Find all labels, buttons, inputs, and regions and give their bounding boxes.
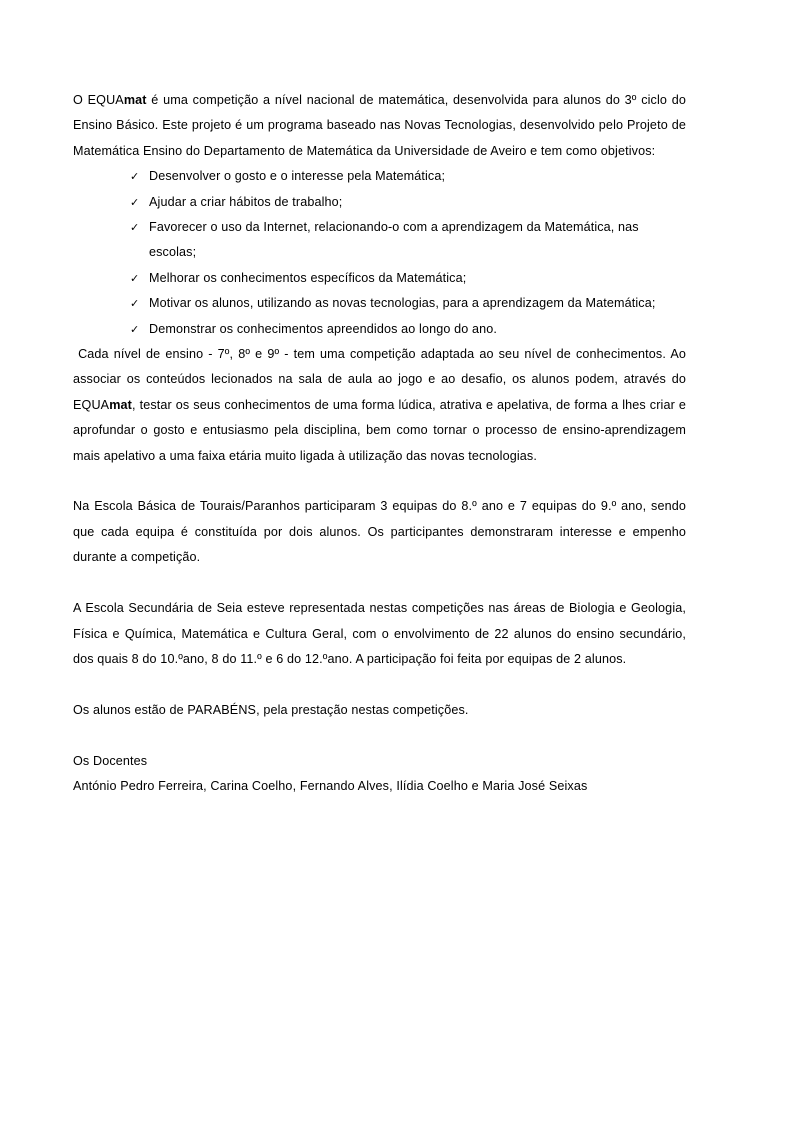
signoff-title: Os Docentes bbox=[73, 753, 148, 768]
levels-text-before-brand: Cada nível de ensino - 7º, 8º e 9º - tem uma competição adaptada ao seu nível de conhecimentos. Ao associar os conteúdos lecionados na sala de aula ao jogo e ao desafio, os alunos podem, através do EQUA bbox=[73, 347, 686, 412]
brand-suffix-equamat: mat bbox=[123, 93, 147, 107]
brand-suffix-equamat: mat bbox=[109, 397, 132, 412]
list-item-label: Demonstrar os conhecimentos apreendidos ao longo do ano. bbox=[149, 321, 498, 336]
list-item-label: Desenvolver o gosto e o interesse pela Matemática; bbox=[149, 169, 446, 184]
list-item bbox=[130, 190, 686, 215]
signoff-names: António Pedro Ferreira, Carina Coelho, Fernando Alves, Ilídia Coelho e Maria José Seixas bbox=[73, 778, 588, 793]
paragraph-tourais: Na Escola Básica de Tourais/Paranhos participaram 3 equipas do 8.º ano e 7 equipas do 9.º ano, sendo que cada equipa é constituída por dois alunos. Os participantes demonstraram interesse e empenho durante a competição. bbox=[73, 499, 686, 565]
check-icon: ✓ bbox=[130, 195, 140, 209]
check-icon: ✓ bbox=[130, 271, 140, 285]
check-icon: ✓ bbox=[130, 170, 140, 184]
paragraph-congratulations: Os alunos estão de PARABÉNS, pela prestação nestas competições. bbox=[73, 702, 469, 717]
list-item bbox=[130, 266, 686, 291]
check-icon: ✓ bbox=[130, 297, 140, 311]
paragraph-levels bbox=[73, 342, 686, 469]
paragraph-spacer bbox=[73, 723, 686, 748]
list-item-label: Ajudar a criar hábitos de trabalho; bbox=[149, 194, 343, 209]
paragraph-intro bbox=[73, 88, 686, 164]
paragraph-spacer bbox=[73, 672, 686, 697]
check-icon: ✓ bbox=[130, 221, 140, 235]
list-item-label: Motivar os alunos, utilizando as novas tecnologias, para a aprendizagem da Matemática; bbox=[149, 296, 656, 311]
list-item bbox=[130, 291, 686, 316]
list-item-label: Favorecer o uso da Internet, relacionando-o com a aprendizagem da Matemática, nas escolas; bbox=[149, 220, 639, 260]
list-item-label: Melhorar os conhecimentos específicos da Matemática; bbox=[149, 270, 467, 285]
check-icon: ✓ bbox=[130, 322, 140, 336]
objectives-list bbox=[73, 164, 686, 342]
paragraph-spacer bbox=[73, 571, 686, 596]
list-item bbox=[130, 317, 686, 342]
intro-text-before-brand: O EQUA bbox=[73, 93, 124, 107]
levels-text-after-brand: , testar os seus conhecimentos de uma forma lúdica, atrativa e apelativa, de forma a lhes criar e aprofundar o gosto e entusiasmo pela disciplina, bem como tornar o processo de ensino-aprendizagem mais apelativo a uma faixa etária muito ligada à utilização das novas tecnologias. bbox=[73, 397, 686, 463]
paragraph-spacer bbox=[73, 469, 686, 494]
list-item bbox=[130, 164, 686, 189]
paragraph-seia: A Escola Secundária de Seia esteve representada nestas competições nas áreas de Biologia e Geologia, Física e Química, Matemática e Cultura Geral, com o envolvimento de 22 alunos do ensino secundário, dos quais 8 do 10.ºano, 8 do 11.º e 6 do 12.ºano. A participação foi feita por equipas de 2 alunos. bbox=[73, 601, 686, 666]
document-body bbox=[73, 88, 686, 799]
intro-text-after-brand: é uma competição a nível nacional de matemática, desenvolvida para alunos do 3º ciclo do Ensino Básico. Este projeto é um programa baseado nas Novas Tecnologias, desenvolvido pelo Projeto de Matemática Ensino do Departamento de Matemática da Universidade de Aveiro e tem como objetivos: bbox=[73, 93, 686, 158]
list-item bbox=[130, 215, 686, 266]
